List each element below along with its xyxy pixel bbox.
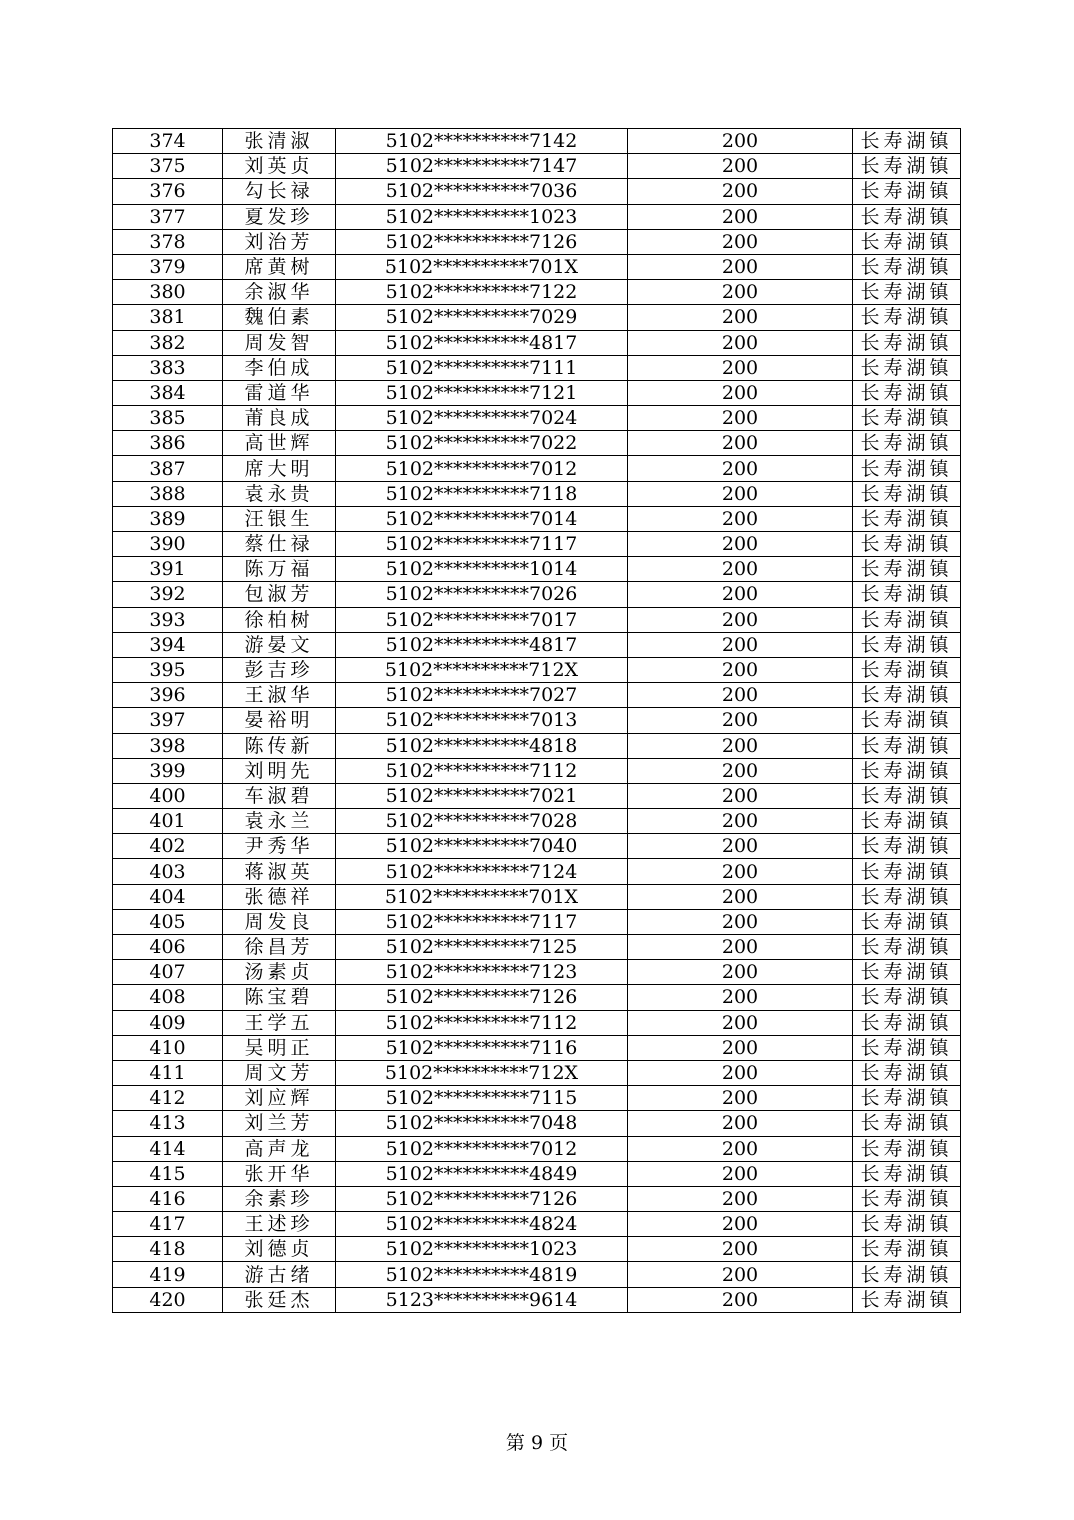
cell-amount: 200	[628, 204, 853, 229]
cell-amount: 200	[628, 305, 853, 330]
cell-id-number: 5102**********7118	[336, 481, 628, 506]
cell-name: 席黄树	[223, 254, 336, 279]
cell-amount: 200	[628, 960, 853, 985]
cell-amount: 200	[628, 532, 853, 557]
cell-town: 长寿湖镇	[853, 909, 961, 934]
cell-town: 长寿湖镇	[853, 431, 961, 456]
cell-id-number: 5102**********1023	[336, 1237, 628, 1262]
cell-id-number: 5102**********7122	[336, 280, 628, 305]
cell-id-number: 5102**********7126	[336, 229, 628, 254]
cell-id-number: 5123**********9614	[336, 1287, 628, 1312]
cell-town: 长寿湖镇	[853, 607, 961, 632]
table-row	[113, 783, 961, 808]
cell-name: 周文芳	[223, 1060, 336, 1085]
cell-index: 416	[113, 1186, 223, 1211]
cell-amount: 200	[628, 355, 853, 380]
cell-name: 王学五	[223, 1010, 336, 1035]
cell-index: 391	[113, 557, 223, 582]
cell-town: 长寿湖镇	[853, 280, 961, 305]
table-row	[113, 1262, 961, 1287]
cell-index: 417	[113, 1212, 223, 1237]
cell-amount: 200	[628, 1186, 853, 1211]
cell-amount: 200	[628, 1111, 853, 1136]
cell-town: 长寿湖镇	[853, 1010, 961, 1035]
cell-index: 413	[113, 1111, 223, 1136]
table-row	[113, 154, 961, 179]
cell-amount: 200	[628, 859, 853, 884]
cell-town: 长寿湖镇	[853, 783, 961, 808]
table-row	[113, 204, 961, 229]
table-row	[113, 1010, 961, 1035]
cell-id-number: 5102**********7117	[336, 532, 628, 557]
cell-town: 长寿湖镇	[853, 1212, 961, 1237]
table-row	[113, 834, 961, 859]
cell-name: 陈传新	[223, 733, 336, 758]
cell-index: 403	[113, 859, 223, 884]
cell-index: 404	[113, 884, 223, 909]
cell-town: 长寿湖镇	[853, 809, 961, 834]
table-row	[113, 859, 961, 884]
cell-id-number: 5102**********7126	[336, 985, 628, 1010]
cell-amount: 200	[628, 431, 853, 456]
table-row	[113, 254, 961, 279]
cell-amount: 200	[628, 909, 853, 934]
cell-amount: 200	[628, 557, 853, 582]
cell-amount: 200	[628, 154, 853, 179]
table-row	[113, 532, 961, 557]
cell-town: 长寿湖镇	[853, 532, 961, 557]
cell-index: 419	[113, 1262, 223, 1287]
cell-town: 长寿湖镇	[853, 229, 961, 254]
cell-id-number: 5102**********7124	[336, 859, 628, 884]
cell-index: 385	[113, 406, 223, 431]
table-row	[113, 657, 961, 682]
table-row	[113, 506, 961, 531]
table-row	[113, 280, 961, 305]
cell-name: 刘治芳	[223, 229, 336, 254]
table-row	[113, 1136, 961, 1161]
cell-town: 长寿湖镇	[853, 1161, 961, 1186]
cell-name: 余淑华	[223, 280, 336, 305]
cell-index: 383	[113, 355, 223, 380]
cell-town: 长寿湖镇	[853, 154, 961, 179]
cell-name: 席大明	[223, 456, 336, 481]
cell-town: 长寿湖镇	[853, 1111, 961, 1136]
cell-index: 388	[113, 481, 223, 506]
table-row	[113, 1237, 961, 1262]
cell-town: 长寿湖镇	[853, 305, 961, 330]
cell-id-number: 5102**********4819	[336, 1262, 628, 1287]
cell-id-number: 5102**********7126	[336, 1186, 628, 1211]
cell-id-number: 5102**********7028	[336, 809, 628, 834]
cell-name: 游晏文	[223, 632, 336, 657]
cell-name: 雷道华	[223, 380, 336, 405]
cell-id-number: 5102**********7013	[336, 708, 628, 733]
table-row	[113, 960, 961, 985]
cell-id-number: 5102**********4818	[336, 733, 628, 758]
cell-town: 长寿湖镇	[853, 582, 961, 607]
cell-id-number: 5102**********4849	[336, 1161, 628, 1186]
cell-amount: 200	[628, 683, 853, 708]
cell-town: 长寿湖镇	[853, 985, 961, 1010]
cell-name: 周发智	[223, 330, 336, 355]
cell-name: 蒋淑英	[223, 859, 336, 884]
cell-name: 尹秀华	[223, 834, 336, 859]
cell-amount: 200	[628, 935, 853, 960]
table-row	[113, 809, 961, 834]
cell-amount: 200	[628, 607, 853, 632]
cell-index: 396	[113, 683, 223, 708]
cell-name: 汪银生	[223, 506, 336, 531]
cell-town: 长寿湖镇	[853, 179, 961, 204]
cell-town: 长寿湖镇	[853, 1237, 961, 1262]
table-row	[113, 1287, 961, 1312]
table-row	[113, 179, 961, 204]
cell-town: 长寿湖镇	[853, 657, 961, 682]
cell-id-number: 5102**********4824	[336, 1212, 628, 1237]
cell-amount: 200	[628, 834, 853, 859]
table-row	[113, 683, 961, 708]
table-row	[113, 1035, 961, 1060]
cell-id-number: 5102**********7115	[336, 1086, 628, 1111]
table-row	[113, 1212, 961, 1237]
cell-index: 384	[113, 380, 223, 405]
cell-amount: 200	[628, 481, 853, 506]
cell-town: 长寿湖镇	[853, 1262, 961, 1287]
cell-name: 包淑芳	[223, 582, 336, 607]
cell-amount: 200	[628, 985, 853, 1010]
cell-amount: 200	[628, 1060, 853, 1085]
cell-index: 382	[113, 330, 223, 355]
table-row	[113, 607, 961, 632]
cell-amount: 200	[628, 783, 853, 808]
cell-name: 车淑碧	[223, 783, 336, 808]
cell-name: 徐柏树	[223, 607, 336, 632]
cell-amount: 200	[628, 1212, 853, 1237]
table-row	[113, 708, 961, 733]
table-row	[113, 1086, 961, 1111]
cell-name: 彭吉珍	[223, 657, 336, 682]
cell-id-number: 5102**********7121	[336, 380, 628, 405]
cell-amount: 200	[628, 456, 853, 481]
cell-name: 莆良成	[223, 406, 336, 431]
cell-index: 374	[113, 129, 223, 154]
table-row	[113, 355, 961, 380]
cell-amount: 200	[628, 1161, 853, 1186]
cell-name: 张清淑	[223, 129, 336, 154]
cell-name: 高声龙	[223, 1136, 336, 1161]
cell-name: 吴明正	[223, 1035, 336, 1060]
cell-town: 长寿湖镇	[853, 733, 961, 758]
table-row	[113, 884, 961, 909]
cell-index: 399	[113, 758, 223, 783]
table-row	[113, 909, 961, 934]
cell-amount: 200	[628, 280, 853, 305]
table-row	[113, 935, 961, 960]
cell-name: 魏伯素	[223, 305, 336, 330]
cell-amount: 200	[628, 1287, 853, 1312]
cell-index: 398	[113, 733, 223, 758]
cell-id-number: 5102**********701X	[336, 884, 628, 909]
cell-index: 408	[113, 985, 223, 1010]
cell-id-number: 5102**********7024	[336, 406, 628, 431]
cell-id-number: 5102**********7027	[336, 683, 628, 708]
cell-name: 游古绪	[223, 1262, 336, 1287]
cell-name: 余素珍	[223, 1186, 336, 1211]
table-row	[113, 1161, 961, 1186]
cell-index: 376	[113, 179, 223, 204]
cell-id-number: 5102**********7012	[336, 1136, 628, 1161]
table-row	[113, 406, 961, 431]
cell-index: 407	[113, 960, 223, 985]
cell-id-number: 5102**********1023	[336, 204, 628, 229]
cell-name: 刘兰芳	[223, 1111, 336, 1136]
table-row	[113, 481, 961, 506]
cell-index: 415	[113, 1161, 223, 1186]
cell-amount: 200	[628, 1086, 853, 1111]
cell-amount: 200	[628, 582, 853, 607]
cell-index: 387	[113, 456, 223, 481]
cell-id-number: 5102**********7026	[336, 582, 628, 607]
cell-id-number: 5102**********7022	[336, 431, 628, 456]
cell-amount: 200	[628, 380, 853, 405]
cell-town: 长寿湖镇	[853, 1035, 961, 1060]
cell-town: 长寿湖镇	[853, 859, 961, 884]
cell-town: 长寿湖镇	[853, 960, 961, 985]
cell-id-number: 5102**********7116	[336, 1035, 628, 1060]
cell-town: 长寿湖镇	[853, 708, 961, 733]
cell-amount: 200	[628, 1010, 853, 1035]
data-table	[112, 128, 961, 1313]
cell-index: 386	[113, 431, 223, 456]
cell-index: 412	[113, 1086, 223, 1111]
cell-name: 王淑华	[223, 683, 336, 708]
cell-town: 长寿湖镇	[853, 557, 961, 582]
cell-index: 411	[113, 1060, 223, 1085]
cell-town: 长寿湖镇	[853, 330, 961, 355]
cell-amount: 200	[628, 1262, 853, 1287]
cell-index: 402	[113, 834, 223, 859]
cell-amount: 200	[628, 129, 853, 154]
cell-id-number: 5102**********7029	[336, 305, 628, 330]
cell-index: 393	[113, 607, 223, 632]
table-row	[113, 1111, 961, 1136]
cell-id-number: 5102**********7040	[336, 834, 628, 859]
table-row	[113, 758, 961, 783]
cell-name: 周发良	[223, 909, 336, 934]
table-row	[113, 557, 961, 582]
cell-town: 长寿湖镇	[853, 481, 961, 506]
cell-amount: 200	[628, 1136, 853, 1161]
cell-index: 381	[113, 305, 223, 330]
cell-town: 长寿湖镇	[853, 632, 961, 657]
cell-name: 夏发珍	[223, 204, 336, 229]
cell-town: 长寿湖镇	[853, 506, 961, 531]
cell-id-number: 5102**********7014	[336, 506, 628, 531]
cell-index: 379	[113, 254, 223, 279]
cell-index: 414	[113, 1136, 223, 1161]
cell-index: 397	[113, 708, 223, 733]
cell-id-number: 5102**********7012	[336, 456, 628, 481]
cell-amount: 200	[628, 1237, 853, 1262]
cell-town: 长寿湖镇	[853, 834, 961, 859]
cell-town: 长寿湖镇	[853, 380, 961, 405]
table-row	[113, 431, 961, 456]
cell-name: 刘应辉	[223, 1086, 336, 1111]
cell-id-number: 5102**********712X	[336, 1060, 628, 1085]
table-row	[113, 330, 961, 355]
cell-amount: 200	[628, 229, 853, 254]
cell-id-number: 5102**********7117	[336, 909, 628, 934]
cell-id-number: 5102**********7036	[336, 179, 628, 204]
cell-name: 刘德贞	[223, 1237, 336, 1262]
cell-id-number: 5102**********1014	[336, 557, 628, 582]
table-row	[113, 456, 961, 481]
table-row	[113, 229, 961, 254]
cell-index: 389	[113, 506, 223, 531]
cell-amount: 200	[628, 708, 853, 733]
cell-index: 410	[113, 1035, 223, 1060]
cell-town: 长寿湖镇	[853, 254, 961, 279]
cell-id-number: 5102**********7112	[336, 758, 628, 783]
cell-amount: 200	[628, 406, 853, 431]
cell-name: 张廷杰	[223, 1287, 336, 1312]
cell-index: 378	[113, 229, 223, 254]
cell-name: 汤素贞	[223, 960, 336, 985]
cell-town: 长寿湖镇	[853, 935, 961, 960]
cell-name: 陈宝碧	[223, 985, 336, 1010]
cell-index: 409	[113, 1010, 223, 1035]
cell-name: 王述珍	[223, 1212, 336, 1237]
cell-amount: 200	[628, 506, 853, 531]
cell-id-number: 5102**********7123	[336, 960, 628, 985]
cell-index: 380	[113, 280, 223, 305]
cell-amount: 200	[628, 733, 853, 758]
cell-index: 406	[113, 935, 223, 960]
cell-index: 418	[113, 1237, 223, 1262]
cell-town: 长寿湖镇	[853, 406, 961, 431]
cell-amount: 200	[628, 809, 853, 834]
cell-town: 长寿湖镇	[853, 758, 961, 783]
table-row	[113, 305, 961, 330]
cell-index: 394	[113, 632, 223, 657]
cell-amount: 200	[628, 884, 853, 909]
cell-name: 陈万福	[223, 557, 336, 582]
cell-id-number: 5102**********7021	[336, 783, 628, 808]
cell-amount: 200	[628, 758, 853, 783]
cell-index: 375	[113, 154, 223, 179]
cell-town: 长寿湖镇	[853, 355, 961, 380]
cell-town: 长寿湖镇	[853, 204, 961, 229]
cell-town: 长寿湖镇	[853, 129, 961, 154]
cell-name: 勾长禄	[223, 179, 336, 204]
cell-name: 袁永贵	[223, 481, 336, 506]
cell-id-number: 5102**********712X	[336, 657, 628, 682]
cell-id-number: 5102**********4817	[336, 632, 628, 657]
cell-name: 张德祥	[223, 884, 336, 909]
cell-id-number: 5102**********7048	[336, 1111, 628, 1136]
cell-index: 400	[113, 783, 223, 808]
cell-index: 395	[113, 657, 223, 682]
cell-name: 袁永兰	[223, 809, 336, 834]
cell-name: 蔡仕禄	[223, 532, 336, 557]
cell-index: 392	[113, 582, 223, 607]
cell-id-number: 5102**********7112	[336, 1010, 628, 1035]
cell-amount: 200	[628, 254, 853, 279]
cell-town: 长寿湖镇	[853, 1060, 961, 1085]
page-number: 第 9 页	[505, 1432, 569, 1454]
cell-amount: 200	[628, 1035, 853, 1060]
table-row	[113, 733, 961, 758]
table-row	[113, 129, 961, 154]
cell-name: 刘英贞	[223, 154, 336, 179]
table-row	[113, 985, 961, 1010]
cell-index: 405	[113, 909, 223, 934]
cell-id-number: 5102**********701X	[336, 254, 628, 279]
cell-id-number: 5102**********7017	[336, 607, 628, 632]
cell-name: 李伯成	[223, 355, 336, 380]
cell-id-number: 5102**********7111	[336, 355, 628, 380]
table-row	[113, 1186, 961, 1211]
cell-name: 张开华	[223, 1161, 336, 1186]
cell-town: 长寿湖镇	[853, 1186, 961, 1211]
table-row	[113, 1060, 961, 1085]
cell-name: 晏裕明	[223, 708, 336, 733]
cell-town: 长寿湖镇	[853, 884, 961, 909]
cell-index: 377	[113, 204, 223, 229]
cell-name: 高世辉	[223, 431, 336, 456]
cell-id-number: 5102**********7147	[336, 154, 628, 179]
cell-id-number: 5102**********7125	[336, 935, 628, 960]
cell-town: 长寿湖镇	[853, 683, 961, 708]
cell-amount: 200	[628, 330, 853, 355]
cell-index: 401	[113, 809, 223, 834]
table-row	[113, 380, 961, 405]
cell-amount: 200	[628, 179, 853, 204]
cell-amount: 200	[628, 657, 853, 682]
table-row	[113, 632, 961, 657]
cell-town: 长寿湖镇	[853, 456, 961, 481]
cell-index: 420	[113, 1287, 223, 1312]
cell-town: 长寿湖镇	[853, 1287, 961, 1312]
cell-name: 徐昌芳	[223, 935, 336, 960]
table-body	[113, 129, 961, 1313]
cell-amount: 200	[628, 632, 853, 657]
cell-id-number: 5102**********4817	[336, 330, 628, 355]
cell-town: 长寿湖镇	[853, 1086, 961, 1111]
cell-id-number: 5102**********7142	[336, 129, 628, 154]
cell-town: 长寿湖镇	[853, 1136, 961, 1161]
cell-index: 390	[113, 532, 223, 557]
table-row	[113, 582, 961, 607]
cell-name: 刘明先	[223, 758, 336, 783]
